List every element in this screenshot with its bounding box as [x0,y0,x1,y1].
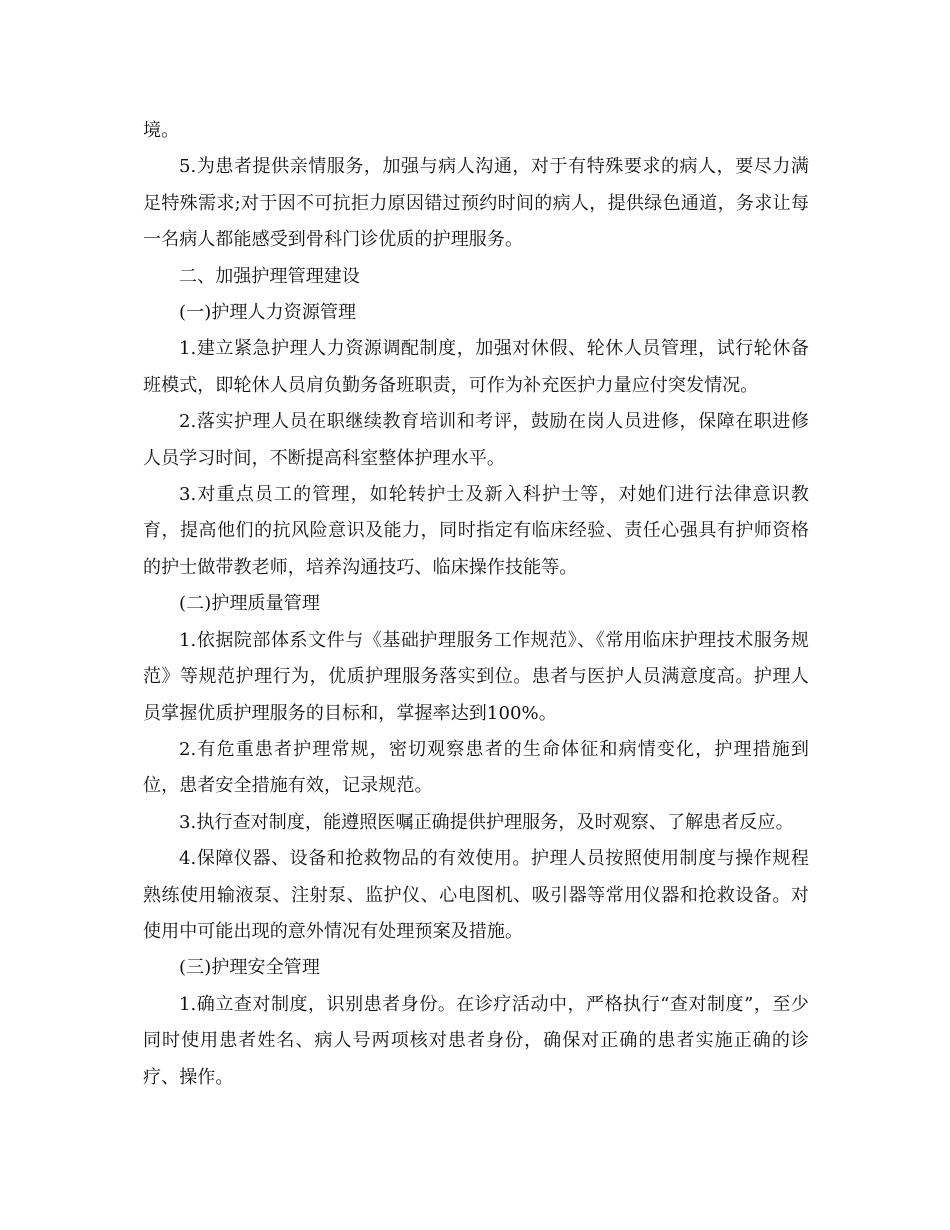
paragraph-hr-item-2: 2.落实护理人员在职继续教育培训和考评，鼓励在岗人员进修，保障在职进修人员学习时间，不断提高科室整体护理水平。 [143,411,809,469]
paragraph-quality-item-1: 1.依据院部体系文件与《基础护理服务工作规范》、《常用临床护理技术服务规范》等规范护理行为，优质护理服务落实到位。患者与医护人员满意度高。护理人员掌握优质护理服务的目标和，掌握率达到100%。 [143,629,809,724]
paragraph-quality-item-2: 2.有危重患者护理常规，密切观察患者的生命体征和病情变化，护理措施到位，患者安全措施有效，记录规范。 [143,738,809,797]
paragraph-continuation: 境。 [143,120,180,141]
paragraph-quality-item-4: 4.保障仪器、设备和抢救物品的有效使用。护理人员按照使用制度与操作规程熟练使用输液泵、注射泵、监护仪、心电图机、吸引器等常用仪器和抢救设备。对使用中可能出现的意外情况有处理预案及措施。 [143,848,809,942]
paragraph-hr-item-1: 1.建立紧急护理人力资源调配制度，加强对休假、轮休人员管理，试行轮休备班模式，即轮休人员肩负勤务备班职责，可作为补充医护力量应付突发情况。 [143,338,809,396]
paragraph-quality-item-3: 3.执行查对制度，能遵照医嘱正确提供护理服务，及时观察、了解患者反应。 [179,811,794,833]
paragraph-hr-item-3: 3.对重点员工的管理，如轮转护士及新入科护士等，对她们进行法律意识教育，提高他们的抗风险意识及能力，同时指定有临床经验、责任心强具有护师资格的护士做带教老师，培养沟通技巧、临床操作技能等。 [143,484,809,578]
paragraph-item-5: 5.为患者提供亲情服务，加强与病人沟通，对于有特殊要求的病人，要尽力满足特殊需求;对于因不可抗拒力原因错过预约时间的病人，提供绿色通道，务求让每一名病人都能感受到骨科门诊优质的护理服务。 [143,156,809,251]
subsection-heading-3: (三)护理安全管理 [179,957,320,979]
subsection-heading-2: (二)护理质量管理 [179,593,320,615]
subsection-heading-1: (一)护理人力资源管理 [179,302,357,324]
document-body [143,113,809,1096]
section-heading-2: 二、加强护理管理建设 [179,265,360,287]
paragraph-safety-item-1: 1.确立查对制度，识别患者身份。在诊疗活动中，严格执行“查对制度”，至少同时使用患者姓名、病人号两项核对患者身份，确保对正确的患者实施正确的诊疗、操作。 [143,993,809,1088]
